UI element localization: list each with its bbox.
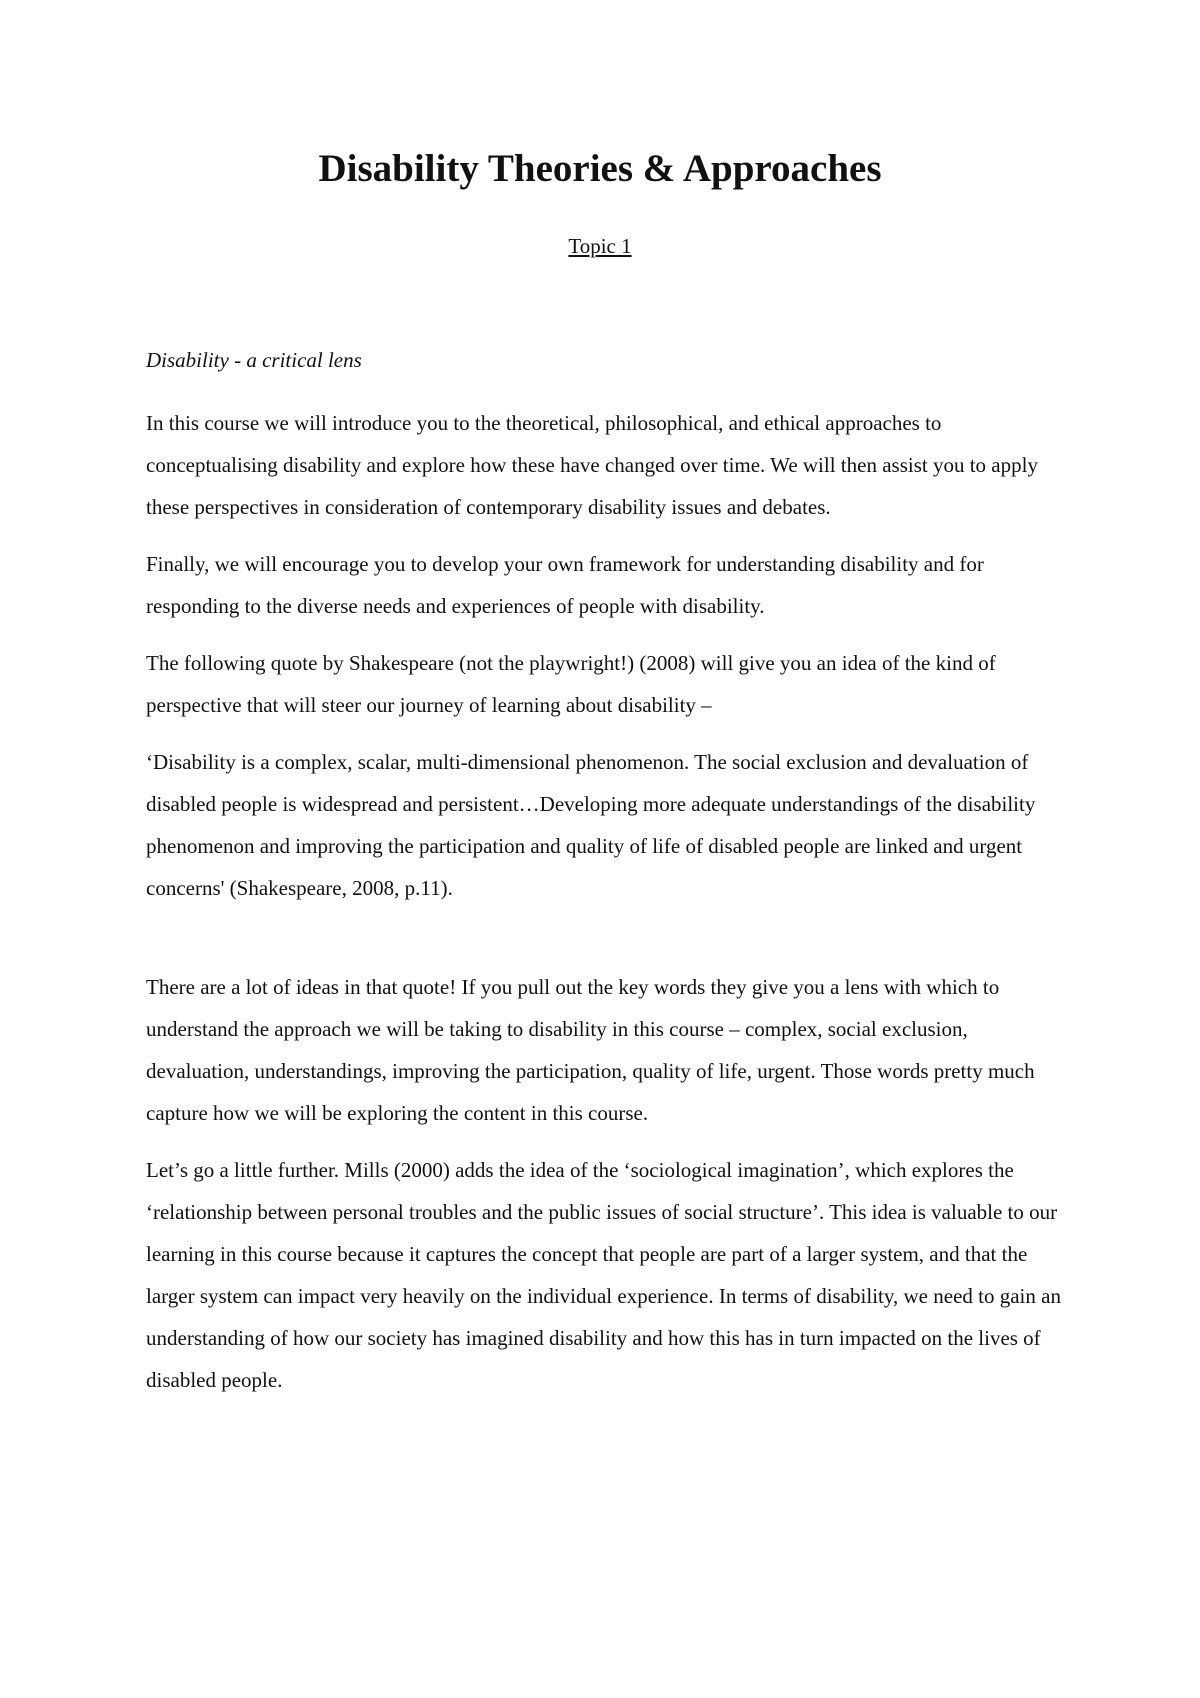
paragraph-quote-intro: The following quote by Shakespeare (not the playwright!) (2008) will give you an idea of the kind of perspective that will steer our journey of learning about disability – (146, 651, 996, 717)
paragraph-sociological-imagination: Let’s go a little further. Mills (2000) adds the idea of the ‘sociological imagination’, which explores the ‘relationship between personal troubles and the public issues of social structure’. This idea is valuable to our learning in this course because it captures the concept that people are part of a larger system, and that the larger system can impact very heavily on the individual experience. In terms of disability, we need to gain an understanding of how our society has imagined disability and how this has in turn impacted on the lives of disabled people. (146, 1158, 1061, 1392)
paragraph-key-words: There are a lot of ideas in that quote! If you pull out the key words they give you a lens with which to understand the approach we will be taking to disability in this course – complex, social exclusion, devaluation, understandings, improving the participation, quality of life, urgent. Those words pretty much capture how we will be exploring the content in this course. (146, 975, 1035, 1125)
paragraph-framework: Finally, we will encourage you to develop your own framework for understanding disability and for responding to the diverse needs and experiences of people with disability. (146, 552, 984, 618)
document-body (146, 346, 1066, 1416)
document-title: Disability Theories & Approaches (318, 147, 882, 190)
paragraph-intro: In this course we will introduce you to the theoretical, philosophical, and ethical approaches to conceptualising disability and explore how these have changed over time. We will then assist you to apply these perspectives in consideration of contemporary disability issues and debates. (146, 411, 1038, 519)
section-heading: Disability - a critical lens (146, 348, 362, 372)
topic-label: Topic 1 (568, 234, 632, 258)
paragraph-quote: ‘Disability is a complex, scalar, multi-dimensional phenomenon. The social exclusion and devaluation of disabled people is widespread and persistent…Developing more adequate understandings of the disability phenomenon and improving the participation and quality of life of disabled people are linked and urgent concerns' (Shakespeare, 2008, p.11). (146, 750, 1036, 900)
